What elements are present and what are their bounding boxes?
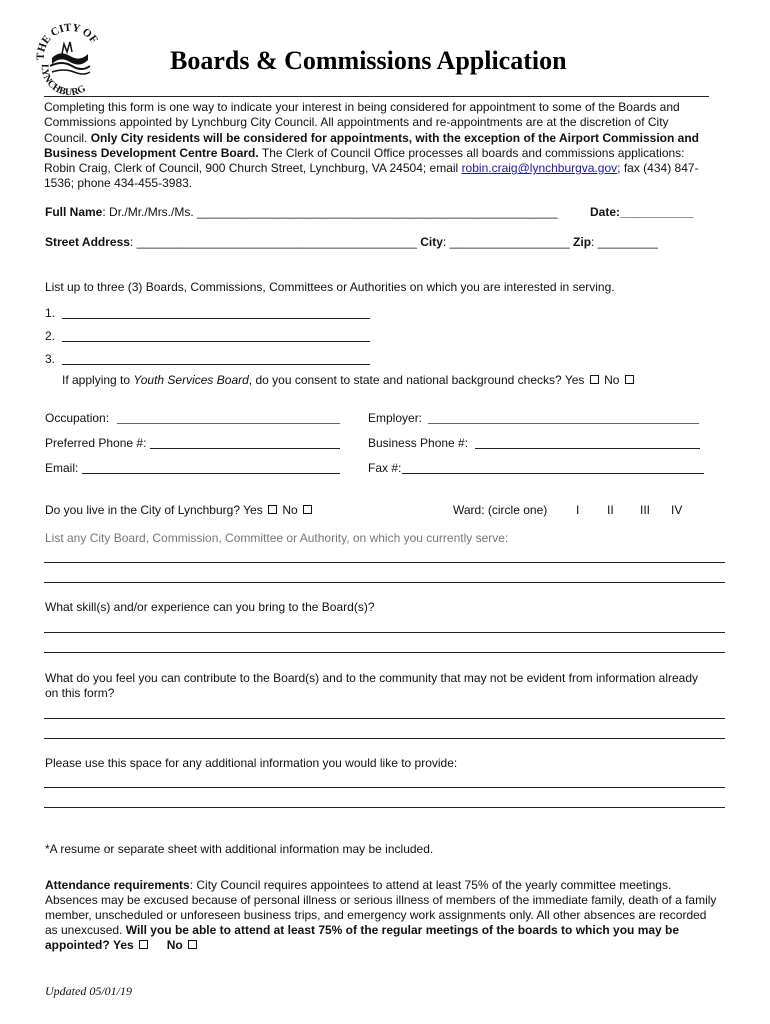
current-boards-question: List any City Board, Commission, Committee or Authority, on which you currently serve: xyxy=(45,531,509,545)
date-label: Date: xyxy=(590,205,621,219)
street-label: Street Address xyxy=(45,235,130,249)
updated-date: Updated 05/01/19 xyxy=(45,984,132,998)
skills-line-2[interactable] xyxy=(44,652,725,653)
logo-text-bottom: LYNCHBURG xyxy=(38,63,88,99)
ward-option-2[interactable]: II xyxy=(607,503,614,517)
boards-instruction: List up to three (3) Boards, Commissions, Committees or Authorities on which you are interested in serving. xyxy=(45,280,615,294)
additional-line-1[interactable] xyxy=(44,787,725,788)
youth-yes-label: Yes xyxy=(564,373,585,387)
attendance-yes-checkbox[interactable] xyxy=(139,940,148,949)
intro-contact-text: ; fax (434) 847-1536; phone 434-455-3983. xyxy=(44,161,699,191)
page-title: Boards & Commissions Application xyxy=(170,46,567,75)
additional-info-question: Please use this space for any additional information you would like to provide: xyxy=(45,756,458,770)
board-choice-1-label: 1. xyxy=(45,306,56,320)
youth-no-label: No xyxy=(604,373,620,387)
employer-label: Employer: xyxy=(368,411,423,425)
occupation-field[interactable] xyxy=(117,423,340,424)
attendance-text: : City Council requires appointees to attend at least 75% of the yearly committee meetings. Absences may be excused because of personal illness or serious illness of members of the immediate family, death of a family member, unscheduled or unforeseen business trips, and emergency work assignments only. All other absences are recorded as unexcused. xyxy=(45,878,717,937)
intro-residency-note: Only City residents will be considered for appointments, with the exception of the Airport Commission and Business Development Centre Board. xyxy=(44,130,699,160)
preferred-phone-field[interactable] xyxy=(150,448,340,449)
email-label: Email: xyxy=(45,461,79,475)
board-choice-3-label: 3. xyxy=(45,352,56,366)
youth-no-checkbox[interactable] xyxy=(625,375,634,384)
email-field[interactable] xyxy=(82,473,340,474)
full-name-row xyxy=(45,205,557,219)
full-name-field[interactable]: : Dr./Mr./Mrs./Ms. ______________________________________________________ xyxy=(102,205,558,219)
intro-text: Completing this form is one way to indicate your interest in being considered for appointment to some of the Boards and Commissions appointed by Lynchburg City Council. All appointments and re-appointments are at the discretion of City Council. xyxy=(44,100,680,145)
city-logo xyxy=(34,14,106,102)
additional-line-2[interactable] xyxy=(44,807,725,808)
clerk-email-link[interactable]: robin.craig@lynchburgva.gov xyxy=(461,161,618,176)
residency-no-checkbox[interactable] xyxy=(303,505,312,514)
ward-option-4[interactable]: IV xyxy=(671,503,683,517)
current-boards-line-2[interactable] xyxy=(44,582,725,583)
fax-field[interactable] xyxy=(402,473,704,474)
occupation-label: Occupation: xyxy=(45,411,110,425)
ward-option-1[interactable]: I xyxy=(576,503,580,517)
residency-text: Do you live in the City of Lynchburg? xyxy=(45,503,240,517)
attendance-label: Attendance requirements xyxy=(45,878,190,892)
ward-label: Ward: (circle one) xyxy=(453,503,548,517)
current-boards-line-1[interactable] xyxy=(44,562,725,563)
board-choice-1-field[interactable] xyxy=(62,318,370,319)
address-row xyxy=(45,235,658,249)
attendance-question: Will you be able to attend at least 75% of the regular meetings of the boards to which you may be appointed? xyxy=(45,923,680,952)
title-divider xyxy=(44,96,709,97)
residency-yes-label: Yes xyxy=(243,503,263,517)
zip-field[interactable]: : _________ xyxy=(591,235,658,249)
skills-question: What skill(s) and/or experience can you bring to the Board(s)? xyxy=(45,600,375,614)
date-row xyxy=(590,205,693,219)
fax-label: Fax #: xyxy=(368,461,402,475)
youth-board-name: Youth Services Board xyxy=(133,373,249,387)
attendance-no-checkbox[interactable] xyxy=(188,940,197,949)
attendance-no-label: No xyxy=(166,938,183,952)
residency-no-label: No xyxy=(282,503,298,517)
preferred-phone-label: Preferred Phone #: xyxy=(45,436,147,450)
intro-paragraph xyxy=(44,100,714,192)
city-label: City xyxy=(420,235,443,249)
youth-suffix: , do you consent to state and national background checks? xyxy=(248,373,562,387)
skills-line-1[interactable] xyxy=(44,632,725,633)
date-field[interactable]: ___________ xyxy=(620,205,694,219)
ward-option-3[interactable]: III xyxy=(640,503,651,517)
attendance-paragraph xyxy=(45,878,717,953)
board-choice-2-field[interactable] xyxy=(62,341,370,342)
street-field[interactable]: : __________________________________________ xyxy=(129,235,417,249)
full-name-label: Full Name xyxy=(45,205,103,219)
residency-question xyxy=(45,503,314,517)
attendance-yes-label: Yes xyxy=(113,938,134,952)
contribute-question: What do you feel you can contribute to the Board(s) and to the community that may not be evident from information already on this form? xyxy=(45,671,699,700)
svg-text:THE CITY OF xyxy=(35,22,100,61)
contribute-line-1[interactable] xyxy=(44,718,725,719)
board-choice-2-label: 2. xyxy=(45,329,56,343)
board-choice-3-field[interactable] xyxy=(62,364,370,365)
contribute-line-2[interactable] xyxy=(44,738,725,739)
zip-label: Zip xyxy=(573,235,592,249)
city-field[interactable]: : __________________ xyxy=(442,235,570,249)
business-phone-label: Business Phone #: xyxy=(368,436,469,450)
youth-prefix: If applying to xyxy=(62,373,134,387)
resume-note: *A resume or separate sheet with additional information may be included. xyxy=(45,842,434,856)
intro-clerk-text: The Clerk of Council Office processes all boards and commissions applications: Robin Craig, Clerk of Council, 900 Church Street, Lynchburg, VA 24504; email xyxy=(44,145,685,176)
youth-services-question xyxy=(62,373,636,387)
business-phone-field[interactable] xyxy=(475,448,700,449)
logo-text-top: THE CITY OF xyxy=(34,21,101,61)
residency-yes-checkbox[interactable] xyxy=(268,505,277,514)
youth-yes-checkbox[interactable] xyxy=(590,375,599,384)
employer-field[interactable] xyxy=(428,423,699,424)
